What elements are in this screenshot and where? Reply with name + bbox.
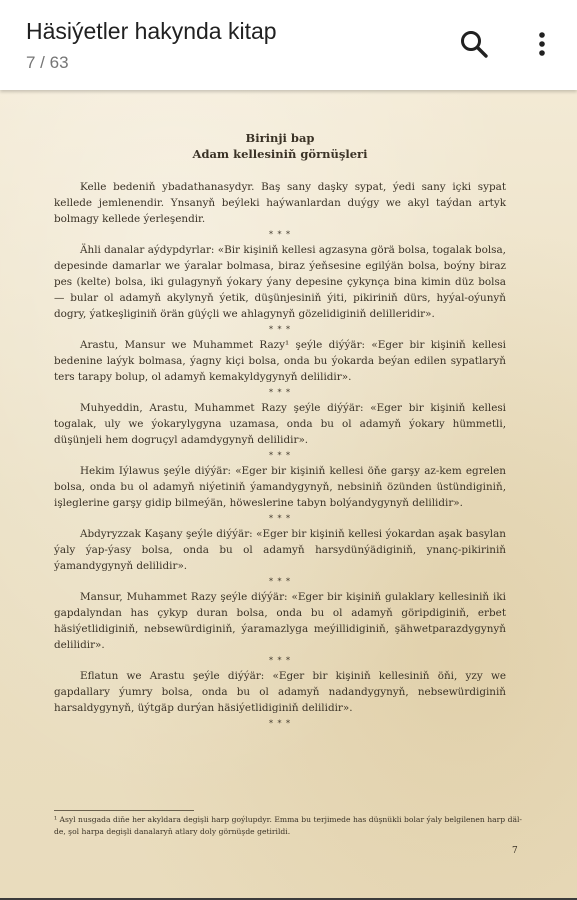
section-separator: * * *: [268, 230, 292, 239]
section-separator: * * *: [268, 577, 292, 586]
paragraph: Ähli danalar aýdypdyrlar: «Bir kişiniň kellesi agzasyna görä bolsa, togalak bolsa, depesinde damarlar we ýaralar bolmasa, biraz ýeňsesine egilýän bolsa, boýny biraz pes (kelte) bolsa, iki gulagynyň ýokary ýany depesine çykynça bina kimin düz bolsa — bular ol adamyň akylynyň ýetik, düşünjesiniň ýiti, pikiriniň dürs, hyýal-oýunyň dogry, ýatkeşliginiň örän güýçli we ahlagynyň gözelidiginiň delilleridir».: [54, 244, 506, 320]
paragraph: Abdyryzzak Kaşany şeýle diýýär: «Eger bir kişiniň kellesi ýokardan aşak basylan ýaly ýap-ýasy bolsa, onda bu ol adamyň harsydünýädiginiň, ynanç-pikiriniň ýamandygynyň delilidir».: [54, 528, 506, 572]
section-separator: * * *: [268, 656, 292, 665]
chapter-title: Adam kellesiniň görnüşleri: [192, 147, 368, 161]
section-separator: * * *: [268, 514, 292, 523]
paragraph: Arastu, Mansur we Muhammet Razy¹ şeýle diýýär: «Eger bir kişiniň kellesi bedenine laýyk bolmasa, ýagny kiçi bolsa, onda bu ýokarda beýan edilen sypatlaryň ters tarapy bolup, ol adamyň kemakyldygynyň delilidir».: [54, 339, 506, 383]
paragraph: Kelle bedeniň ybadathanasydyr. Baş sany daşky sypat, ýedi sany içki sypat kellede jemlenendir. Ynsanyň beýleki haýwanlardan duýgy we akyl taýdan artyk bolmagy kellede ýerleşendir.: [54, 181, 506, 225]
section-separator: * * *: [268, 388, 292, 397]
search-button[interactable]: [456, 26, 492, 62]
section-separator: * * *: [268, 451, 292, 460]
overflow-menu-button[interactable]: [524, 26, 560, 62]
footnote: ¹ Asyl nusgada diňe her akyldara degişli harp goýlupdyr. Emma bu terjimede has düşnükli bolar ýaly belgilenen harp däl-de, şol harpa degişli danalaryň atlary doly görnüşde getirildi.: [54, 815, 522, 836]
section-separator: * * *: [268, 719, 292, 728]
paragraph: Eflatun we Arastu şeýle diýýär: «Eger bir kişiniň kellesiniň öňi, yzy we gapdallary ýumry bolsa, onda bu ol adamyň nadandygynyň, nebsewürdiginiň harsaldygynyň, üýtgäp durýan häsiýetlidiginiň delilidir».: [54, 670, 506, 714]
page-content: [54, 130, 506, 731]
book-page[interactable]: [0, 90, 577, 900]
book-title: Häsiýetler hakynda kitap: [26, 18, 277, 44]
search-icon: [459, 29, 489, 59]
chapter-number: Birinji bap: [245, 131, 315, 145]
app-bar: [0, 0, 577, 90]
paragraph: Mansur, Muhammet Razy şeýle diýýär: «Eger bir kişiniň gulaklary kellesiniň iki gapdalyndan has çykyp duran bolsa, onda bu ol adamyň göripdiginiň, erbet häsiýetlidiginiň, nebsewürdiginiň, ýaramazlyga meýillidiginiň, şähwetparazdygynyň delilidir».: [54, 591, 506, 651]
page-number: 7: [512, 846, 518, 856]
section-separator: * * *: [268, 325, 292, 334]
paragraph: Muhyeddin, Arastu, Muhammet Razy şeýle diýýär: «Eger bir kişiniň kellesi togalak, uly we ýokarylygyna uzamasa, onda bu ol adamyň ýokary hümmetli, düşünjeli hem dogruçyl adamdygynyň delilidir».: [54, 402, 506, 446]
page-indicator: 7 / 63: [26, 53, 69, 72]
more-vert-icon: [536, 29, 548, 59]
footnote-divider: [54, 810, 194, 811]
paragraph: Hekim Iýlawus şeýle diýýär: «Eger bir kişiniň kellesi öňe garşy az-kem egrelen bolsa, onda bu ol adamyň niýetiniň ýamandygynyň, nebsiniň özünden üstündiginiň, işleglerine garşy gidip bilmeýän, höweslerine tabyn bolýandygynyň delilidir».: [54, 465, 506, 509]
chapter-heading: [54, 130, 506, 162]
